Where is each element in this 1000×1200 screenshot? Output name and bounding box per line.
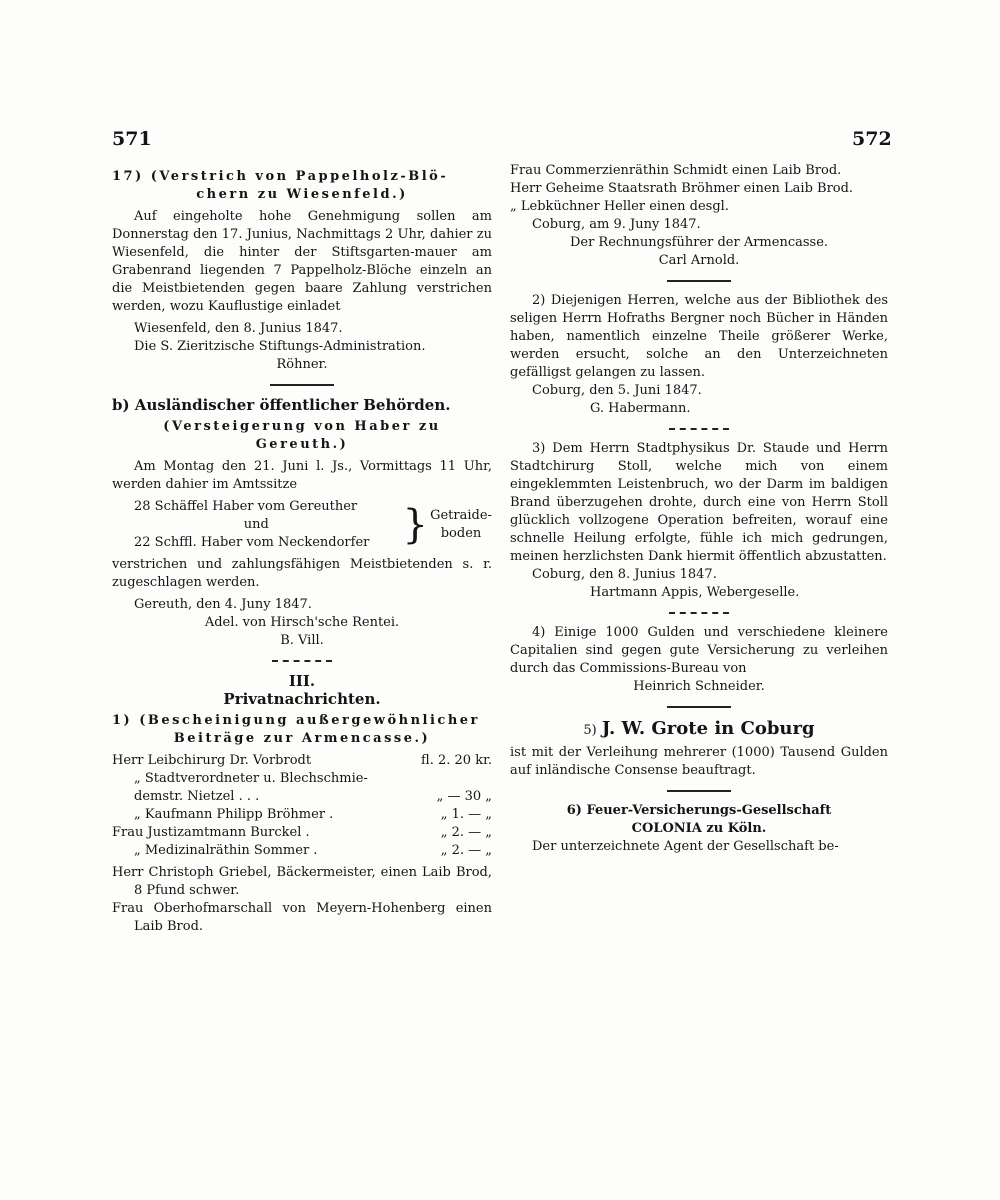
section-iii-heading: Privatnachrichten. (223, 690, 381, 708)
section-b-signature: B. Vill. (280, 633, 324, 648)
item17-place-date: Wiesenfeld, den 8. Junius 1847. (134, 321, 343, 336)
armencasse-signature: Carl Arnold. (658, 253, 740, 268)
grain-line-1: 28 Schäffel Haber vom Gereuther (134, 499, 358, 514)
donor-amount: „ 2. — „ (440, 825, 492, 840)
item5-company-name: J. W. Grote in Coburg (601, 718, 815, 739)
curly-brace: } (402, 502, 428, 548)
armencasse-issuer: Der Rechnungsführer der Armencasse. (569, 235, 829, 250)
item17-heading-line1: 17) (Verstrich von Pappelholz-Blö- (112, 169, 449, 184)
item6-company: COLONIA zu Köln. (631, 821, 767, 836)
table-row (112, 752, 492, 770)
bread-donation-3: Frau Commerzienräthin Schmidt einen Laib Brod. (510, 163, 842, 178)
item3-place-date: Coburg, den 8. Junius 1847. (532, 567, 717, 582)
donor-name: „ Stadtverordneter u. Blechschmie-demstr. Nietzel . . . (134, 771, 368, 804)
item5-body: ist mit der Verleihung mehrerer (1000) Tausend Gulden auf inländische Consense beauftragt. (510, 745, 888, 778)
divider-rule (667, 280, 731, 282)
section-b-heading: b) Ausländischer öffentlicher Behörden. (112, 396, 451, 414)
section-b-issuer: Adel. von Hirsch'sche Rentei. (204, 615, 400, 630)
item1-heading-line1: 1) (Bescheinigung außergewöhnlicher (112, 713, 480, 728)
item4-body: 4) Einige 1000 Gulden und verschiedene kleinere Capitalien sind gegen gute Versicherung zu verleihen durch das Commissions-Bureau von (510, 625, 888, 676)
right-column (510, 162, 888, 856)
item5-number: 5) (583, 723, 597, 738)
divider-dash (272, 660, 332, 662)
left-column (112, 168, 492, 936)
table-row (112, 770, 492, 806)
section-b-body: verstrichen und zahlungsfähigen Meistbietenden s. r. zugeschlagen werden. (112, 557, 492, 590)
item6-heading: 6) Feuer-Versicherungs-Gesellschaft (566, 803, 832, 818)
divider-dash (669, 612, 729, 614)
item3-body: 3) Dem Herrn Stadtphysikus Dr. Staude und Herrn Stadtchirurg Stoll, welche mich von einem eingeklemmten Leistenbruch, wo der Darm im baldigen Brand überzugehen drohte, durch eine von Herrn Stoll glücklich vollzogene Operation befreiten, worauf eine schnelle Heilung erfolgte, fühle ich mich gedrungen, meinen herzlichsten Dank hiermit öffentlich abzustatten. (510, 441, 888, 564)
item3-signature: Hartmann Appis, Webergeselle. (590, 585, 800, 600)
armencasse-place-date: Coburg, am 9. Juny 1847. (532, 217, 701, 232)
item17-body: Auf eingeholte hohe Genehmigung sollen am Donnerstag den 17. Junius, Nachmittags 2 Uhr, dahier zu Wiesenfeld, die hinter der Stiftsgarten-mauer am Grabenrand liegenden 7 Pappelholz-Blöche einzeln an die Meistbietenden gegen baare Zahlung verstrichen werden, wozu Kauflustige einladet (112, 209, 492, 314)
bread-donation-1: Herr Christoph Griebel, Bäckermeister, einen Laib Brod, 8 Pfund schwer. (112, 865, 492, 898)
table-row (112, 806, 492, 824)
item2-place-date: Coburg, den 5. Juni 1847. (532, 383, 702, 398)
donor-amount: „ — 30 „ (436, 789, 492, 804)
grain-quantity-block (112, 498, 492, 552)
donor-name: „ Medizinalräthin Sommer . (134, 843, 318, 858)
bread-donation-5: „ Lebküchner Heller einen desgl. (510, 199, 729, 214)
divider-dash (669, 428, 729, 430)
item2-signature: G. Habermann. (590, 401, 691, 416)
bread-donation-4: Herr Geheime Staatsrath Bröhmer einen Laib Brod. (510, 181, 854, 196)
item17-issuer: Die S. Zieritzische Stiftungs-Administration. (134, 339, 426, 354)
item1-heading-line2: Beiträge zur Armencasse.) (173, 731, 431, 746)
section-b-place-date: Gereuth, den 4. Juny 1847. (134, 597, 312, 612)
item6-body: Der unterzeichnete Agent der Gesellschaft be- (532, 839, 839, 854)
donor-name: „ Kaufmann Philipp Bröhmer . (134, 807, 334, 822)
item2-body: 2) Diejenigen Herren, welche aus der Bibliothek des seligen Herrn Hofraths Bergner noch Bücher in Händen haben, namentlich einzelne Theile größerer Werke, werden ersucht, solche an den Unterzeichneten gefälligst gelangen zu lassen. (510, 293, 888, 380)
grain-line-3: 22 Schffl. Haber vom Neckendorfer (134, 535, 370, 550)
section-iii-numeral: III. (288, 672, 316, 690)
donor-amount: „ 1. — „ (440, 807, 492, 822)
table-row (112, 842, 492, 860)
grain-source: Getraide-boden (430, 508, 492, 541)
item17-signature: Röhner. (276, 357, 328, 372)
donor-name: Frau Justizamtmann Burckel . (112, 825, 310, 840)
donor-amount: fl. 2. 20 kr. (421, 753, 492, 768)
donor-amount: „ 2. — „ (440, 843, 492, 858)
donor-name: Herr Leibchirurg Dr. Vorbrodt (112, 753, 312, 768)
grain-line-2: und (243, 517, 269, 532)
divider-rule (667, 790, 731, 792)
divider-rule (270, 384, 334, 386)
table-row (112, 824, 492, 842)
section-b-subheading-line2: Gereuth.) (255, 437, 349, 452)
item4-name: Heinrich Schneider. (633, 679, 765, 694)
grain-quantity-lines (112, 498, 401, 552)
item17-heading-line2: chern zu Wiesenfeld.) (196, 187, 408, 202)
donation-table (112, 752, 492, 860)
divider-rule (667, 706, 731, 708)
page-number-right: 572 (852, 128, 892, 150)
item5-heading (510, 718, 888, 740)
section-b-intro: Am Montag den 21. Juni l. Js., Vormittags 11 Uhr, werden dahier im Amtssitze (112, 459, 492, 492)
page-number-left: 571 (112, 128, 152, 150)
bread-donation-2: Frau Oberhofmarschall von Meyern-Hohenberg einen Laib Brod. (112, 901, 492, 934)
section-b-subheading-line1: (Versteigerung von Haber zu (163, 419, 441, 434)
